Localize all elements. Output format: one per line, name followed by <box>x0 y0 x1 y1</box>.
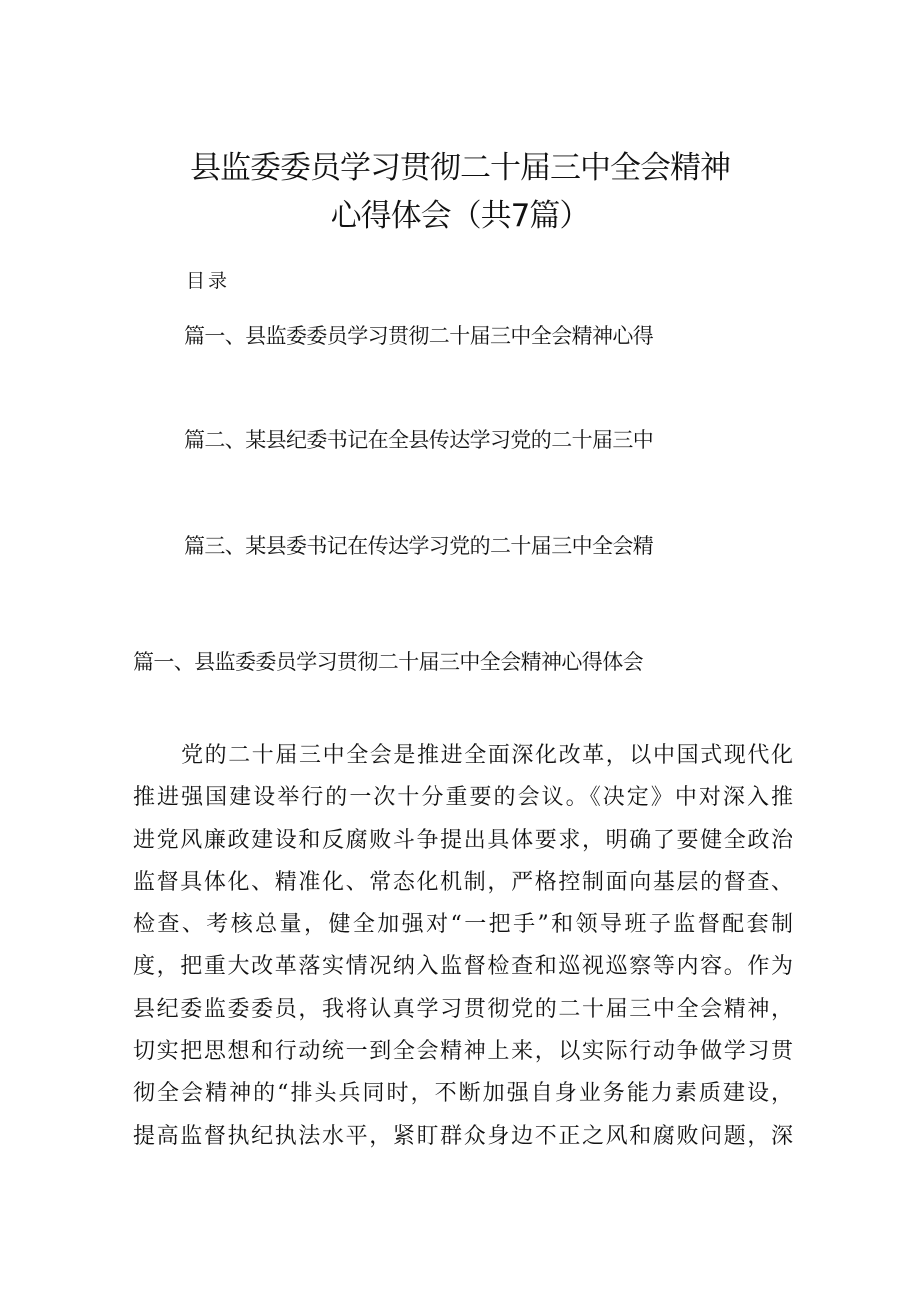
body-line: 进党风廉政建设和反腐败斗争提出具体要求，明确了要健全政治 <box>133 827 793 853</box>
document-title-line-2: 心得体会（共7篇） <box>330 198 590 234</box>
body-line: 监督具体化、精准化、常态化机制，严格控制面向基层的督查、 <box>133 869 793 895</box>
body-line: 检查、考核总量，健全加强对“一把手”和领导班子监督配套制 <box>133 912 793 938</box>
body-line: 度，把重大改革落实情况纳入监督检查和巡视巡察等内容。作为 <box>133 954 793 980</box>
body-line: 县纪委监委委员，我将认真学习贯彻党的二十届三中全会精神， <box>133 996 793 1022</box>
toc-item-1: 篇一、县监委委员学习贯彻二十届三中全会精神心得 <box>184 324 654 348</box>
section-heading: 篇一、县监委委员学习贯彻二十届三中全会精神心得体会 <box>133 650 643 674</box>
document-title-line-1: 县监委委员学习贯彻二十届三中全会精神 <box>190 150 730 186</box>
toc-item-2: 篇二、某县纪委书记在全县传达学习党的二十届三中 <box>184 428 654 452</box>
toc-item-3: 篇三、某县委书记在传达学习党的二十届三中全会精 <box>184 534 654 558</box>
body-line: 彻全会精神的“排头兵同时，不断加强自身业务能力素质建设， <box>133 1081 793 1107</box>
section-body <box>133 735 793 1158</box>
body-line: 党的二十届三中全会是推进全面深化改革，以中国式现代化 <box>181 743 793 768</box>
body-line: 切实把思想和行动统一到全会精神上来，以实际行动争做学习贯 <box>133 1039 793 1065</box>
body-line: 提高监督执纪执法水平，紧盯群众身边不正之风和腐败问题，深 <box>133 1123 793 1149</box>
toc-heading: 目录 <box>186 270 231 292</box>
body-line: 推进强国建设举行的一次十分重要的会议。《决定》中对深入推 <box>133 785 793 811</box>
